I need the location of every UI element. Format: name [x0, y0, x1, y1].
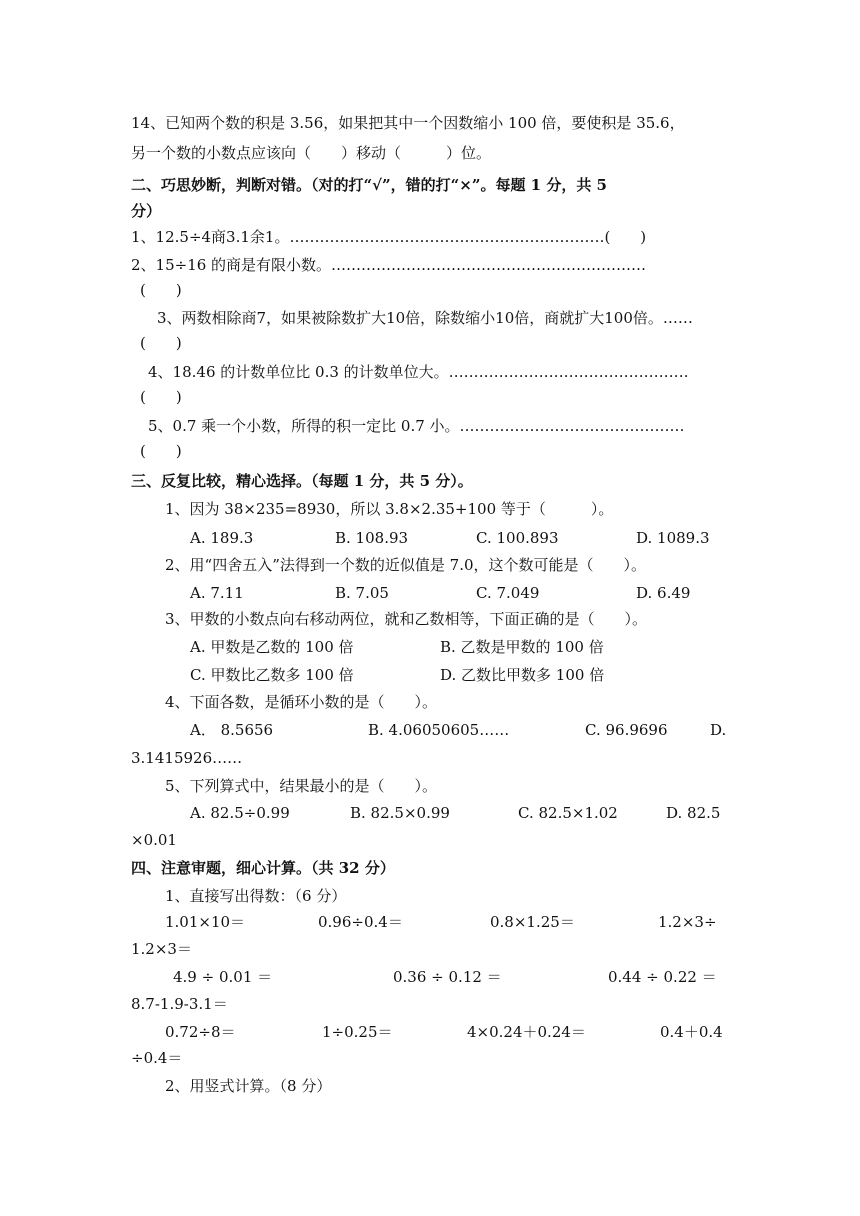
- choice-q3-option-b: B. 乙数是甲数的 100 倍: [440, 638, 604, 656]
- judge-item-3-bracket: ( ): [140, 334, 182, 352]
- choice-q5-option-b: B. 82.5×0.99: [350, 804, 450, 822]
- calc-row1-item4: 1.2×3÷: [658, 913, 717, 931]
- calc-row2-item2: 0.36 ÷ 0.12 ＝: [393, 968, 502, 986]
- calc-row3-item3: 4×0.24＋0.24＝: [467, 1023, 586, 1041]
- choice-q2-option-c: C. 7.049: [476, 584, 540, 602]
- choice-q3-option-d: D. 乙数比甲数多 100 倍: [440, 666, 605, 684]
- section4-sub1: 1、直接写出得数：（6 分）: [165, 887, 347, 905]
- calc-row1-item1: 1.01×10＝: [165, 913, 246, 931]
- calc-row3-item2: 1÷0.25＝: [322, 1023, 393, 1041]
- section3-title: 三、反复比较，精心选择。（每题 1 分，共 5 分）。: [131, 472, 473, 490]
- judge-item-4-bracket: ( ): [140, 388, 182, 406]
- judge-item-5: 5、0.7 乘一个小数，所得的积一定比 0.7 小。………………………………………: [148, 417, 685, 435]
- choice-q4-option-b: B. 4.06050605……: [368, 721, 510, 739]
- calc-row1-item3: 0.8×1.25＝: [490, 913, 575, 931]
- choice-q4-option-d-cont: 3.1415926……: [131, 749, 243, 767]
- calc-row2-cont: 8.7-1.9-3.1＝: [131, 995, 228, 1013]
- choice-q3-stem: 3、甲数的小数点向右移动两位，就和乙数相等，下面正确的是（ ）。: [165, 610, 648, 628]
- judge-item-2-bracket: ( ): [140, 281, 182, 299]
- section2-title-cont: 分）: [131, 202, 162, 220]
- calc-row1-cont: 1.2×3＝: [131, 940, 192, 958]
- judge-item-3: 3、两数相除商7，如果被除数扩大10倍，除数缩小10倍，商就扩大100倍。……: [157, 309, 693, 327]
- choice-q5-option-d: D. 82.5: [666, 804, 721, 822]
- judge-item-4: 4、18.46 的计数单位比 0.3 的计数单位大。…………………………………………: [148, 363, 689, 381]
- choice-q4-option-a: A． 8.5656: [190, 721, 274, 739]
- calc-row3-cont: ÷0.4＝: [131, 1049, 183, 1067]
- choice-q2-stem: 2、用“四舍五入”法得到一个数的近似值是 7.0，这个数可能是（ ）。: [165, 556, 647, 574]
- judge-item-5-bracket: ( ): [140, 442, 182, 460]
- calc-row3-item4: 0.4＋0.4: [660, 1023, 723, 1041]
- choice-q5-option-c: C. 82.5×1.02: [518, 804, 618, 822]
- choice-q1-option-c: C. 100.893: [476, 529, 559, 547]
- choice-q4-option-c: C. 96.9696: [585, 721, 668, 739]
- choice-q1-stem: 1、因为 38×235=8930，所以 3.8×2.35+100 等于（ ）。: [165, 500, 614, 518]
- choice-q3-option-c: C. 甲数比乙数多 100 倍: [190, 666, 354, 684]
- calc-row2-item1: 4.9 ÷ 0.01 ＝: [173, 968, 273, 986]
- choice-q5-option-d-cont: ×0.01: [131, 831, 177, 849]
- choice-q1-option-b: B. 108.93: [335, 529, 409, 547]
- choice-q5-stem: 5、下列算式中，结果最小的是（ ）。: [165, 777, 438, 795]
- choice-q3-option-a: A. 甲数是乙数的 100 倍: [190, 638, 354, 656]
- section4-title: 四、注意审题，细心计算。（共 32 分）: [131, 859, 395, 877]
- choice-q1-option-d: D. 1089.3: [636, 529, 710, 547]
- choice-q2-option-b: B. 7.05: [335, 584, 389, 602]
- section4-sub2: 2、用竖式计算。（8 分）: [165, 1077, 332, 1095]
- choice-q4-option-d: D.: [710, 721, 727, 739]
- choice-q2-option-d: D. 6.49: [636, 584, 691, 602]
- calc-row2-item3: 0.44 ÷ 0.22 ＝: [608, 968, 717, 986]
- q14-line1: 14、已知两个数的积是 3.56，如果把其中一个因数缩小 100 倍，要使积是 35.6，: [131, 114, 685, 132]
- choice-q4-stem: 4、下面各数，是循环小数的是（ ）。: [165, 693, 438, 711]
- choice-q2-option-a: A. 7.11: [190, 584, 244, 602]
- judge-item-1: 1、12.5÷4商3.1余1。………………………………………………………( ): [131, 228, 647, 246]
- calc-row1-item2: 0.96÷0.4＝: [318, 913, 403, 931]
- choice-q5-option-a: A. 82.5÷0.99: [190, 804, 290, 822]
- q14-line2: 另一个数的小数点应该向（ ）移动（ ）位。: [131, 144, 492, 162]
- choice-q1-option-a: A. 189.3: [190, 529, 254, 547]
- judge-item-2: 2、15÷16 的商是有限小数。………………………………………………………: [131, 256, 647, 274]
- calc-row3-item1: 0.72÷8＝: [165, 1023, 236, 1041]
- section2-title: 二、巧思妙断，判断对错。（对的打“√”，错的打“×”。每题 1 分，共 5: [131, 176, 607, 194]
